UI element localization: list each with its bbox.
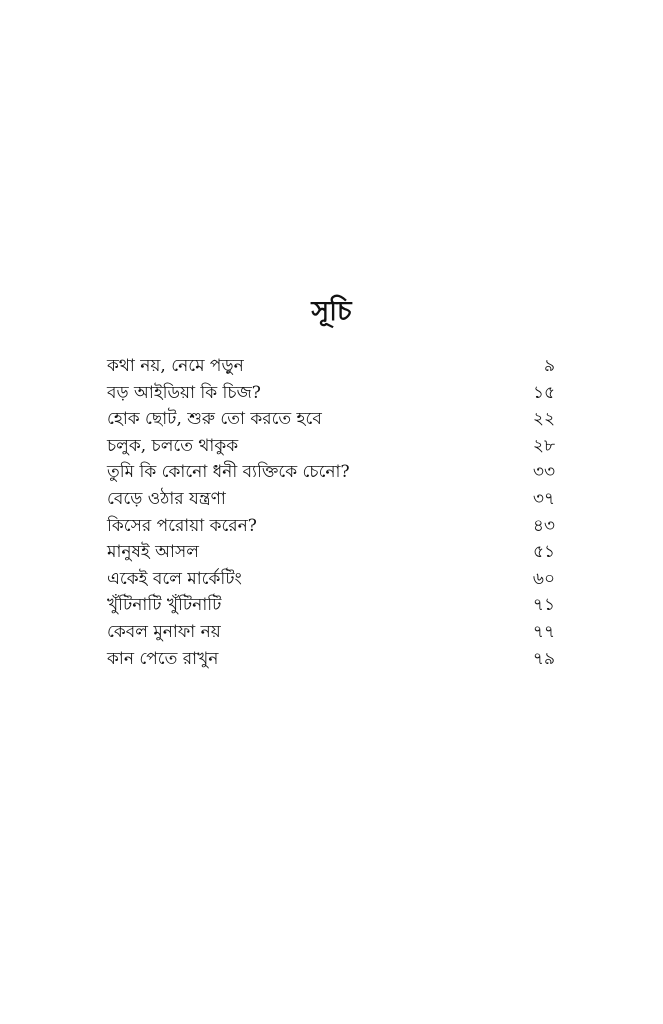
toc-entry (107, 406, 555, 433)
toc-entry-page-number: ৭৭ (532, 621, 555, 642)
toc-entry-title: কান পেতে রাখুন (107, 648, 219, 669)
toc-entry-title: হোক ছোট, শুরু তো করতে হবে (107, 409, 322, 430)
toc-entry (107, 380, 555, 407)
toc-entry-title: তুমি কি কোনো ধনী ব্যক্তিকে চেনো? (107, 462, 350, 483)
toc-entry (107, 433, 555, 460)
toc-entry-page-number: ২২ (532, 409, 555, 430)
toc-list (107, 353, 555, 672)
toc-entry (107, 592, 555, 619)
toc-entry-page-number: ৭১ (532, 595, 555, 616)
toc-entry (107, 539, 555, 566)
toc-heading: সূচি (311, 296, 352, 327)
toc-entry-page-number: ৭৯ (532, 648, 555, 669)
toc-entry-page-number: ৫১ (532, 542, 555, 563)
toc-entry (107, 619, 555, 646)
toc-entry (107, 646, 555, 673)
toc-entry-title: বেড়ে ওঠার যন্ত্রণা (107, 488, 226, 509)
toc-entry (107, 486, 555, 513)
toc-entry-page-number: ৬০ (532, 568, 555, 589)
toc-entry (107, 459, 555, 486)
toc-entry (107, 513, 555, 540)
toc-entry (107, 566, 555, 593)
toc-entry (107, 353, 555, 380)
toc-entry-title: চলুক, চলতে থাকুক (107, 435, 239, 456)
toc-entry-page-number: ১৫ (532, 382, 555, 403)
toc-entry-title: মানুষই আসল (107, 542, 199, 563)
toc-entry-page-number: ২৮ (532, 435, 555, 456)
toc-entry-title: খুঁটিনাটি খুঁটিনাটি (107, 595, 222, 616)
toc-entry-title: কেবল মুনাফা নয় (107, 621, 221, 642)
toc-entry-title: কথা নয়, নেমে পড়ুন (107, 356, 244, 376)
toc-entry-page-number: ৯ (543, 356, 555, 376)
toc-entry-page-number: ৩৭ (532, 488, 555, 509)
toc-entry-title: কিসের পরোয়া করেন? (107, 515, 257, 536)
toc-entry-page-number: ৪৩ (532, 515, 555, 536)
toc-entry-title: একেই বলে মার্কেটিং (107, 568, 242, 589)
toc-entry-page-number: ৩৩ (532, 462, 555, 483)
toc-entry-title: বড় আইডিয়া কি চিজ? (107, 382, 261, 403)
